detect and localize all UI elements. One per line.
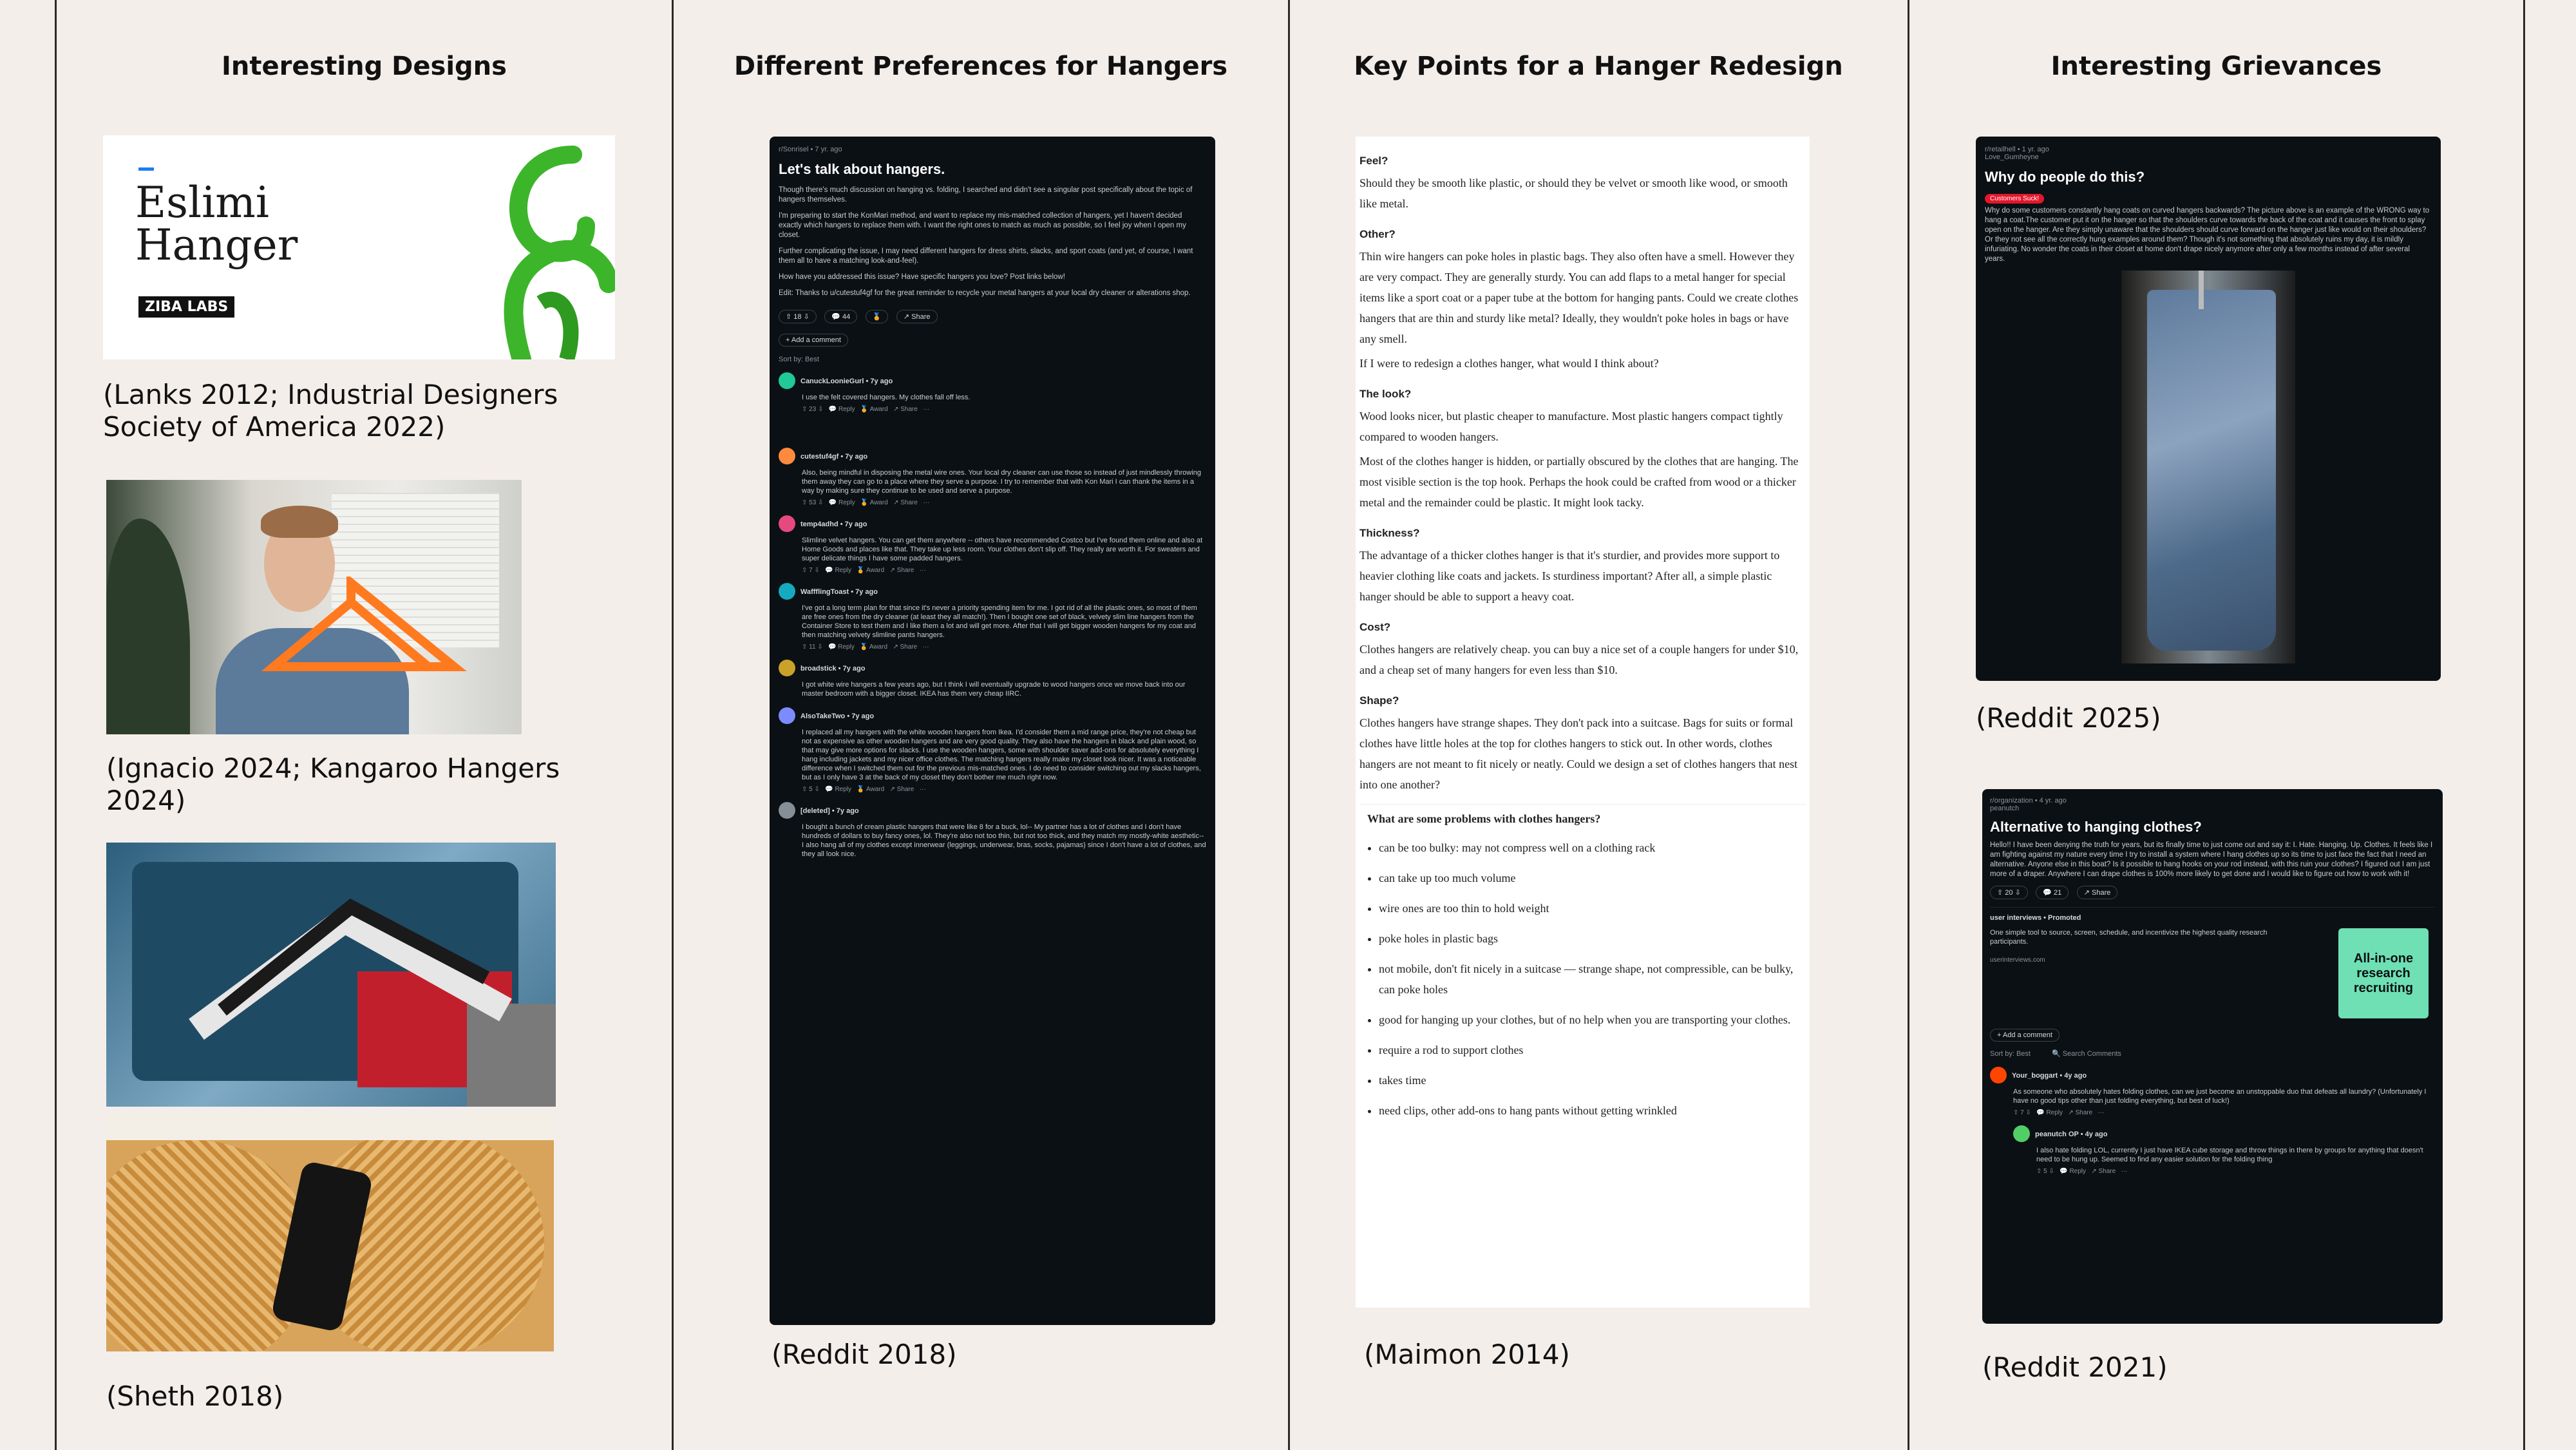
section-paragraph: Most of the clothes hanger is hidden, or partially obscured by the clothes that are hanging. The most visible section is the top hook. Perhaps the hook could be crafted from wood or a thicker metal and the remainder could be plastic. It might look tacky.: [1359, 455, 1799, 509]
section-paragraph: Thin wire hangers can poke holes in plastic bags. They also often have a smell. However they are very compact. They are generally sturdy. You can add flaps to a metal hanger for special items like a sport coat or a paper tube at the bottom for hanging pants. Could we create clothes hangers that are thin and sturdy like metal? Ideally, they wouldn't poke holes in bags or have any smell.: [1359, 250, 1799, 345]
comment-text: I got white wire hangers a few years ago, but I think I will eventually upgrade to wood hangers once we move back into our master bedroom with a bigger closet. IKEA has them very cheap IIRC.: [802, 681, 1186, 698]
post-paragraph: I'm preparing to start the KonMari method, and want to replace my mis-matched collection of hangers, yet I haven't decided exactly which hangers to replace them with. I want the right ones to match as much as possible, so I feel joy when I open my closet.: [779, 212, 1186, 239]
comment-actions[interactable]: ⇧ 11 ⇩ 💬 Reply 🏅 Award ↗ Share ···: [802, 644, 929, 651]
orange-hanger-icon: [261, 577, 467, 686]
comment-user[interactable]: CanuckLoonieGurl • 7y ago: [800, 377, 893, 386]
column-title-preferences: Different Preferences for Hangers: [734, 52, 1228, 81]
comment-text: Slimline velvet hangers. You can get them anywhere -- others have recommended Costco but I've found them online and also at Home Goods and places like that. They take up less room. Your clothes don't slip off. They really are worth it. For sweaters and super delicate things I have some padded hangers.: [802, 537, 1203, 562]
caption-reddit-2018: (Reddit 2018): [772, 1339, 957, 1370]
column-title-grievances: Interesting Grievances: [2050, 52, 2382, 81]
promoted-ad[interactable]: [1990, 907, 2435, 1024]
comment-actions[interactable]: ⇧ 53 ⇩ 💬 Reply 🏅 Award ↗ Share ···: [802, 499, 930, 506]
reddit-post-retailhell: [1976, 137, 2441, 681]
flair-badge: Customers Suck!: [1985, 194, 2044, 204]
comment-text: I replaced all my hangers with the white wooden hangers from Ikea. I'd consider them a mid range price, they're not cheap but not as expensive as other wooden hangers and are very good quality. They also have the hangers in black and plain wood, so that may give more options for slacks. I use the wooden hangers, some with shoulder saver add-ons for absolutely everything I hang including jackets and my nicer office clothes. The matching hangers really make my closet look nicer. It was a noticeable difference when I switched them out for the previous mis-matched ones. I do need to consider switching out my slacks hangers, but as I only have 3 at the back of my closet they don't bother me much right now.: [802, 729, 1201, 781]
problems-list: [1367, 837, 1806, 1121]
column-divider: [1288, 0, 1290, 1450]
eslimi-hanger-image: [103, 135, 615, 359]
bamboo-hanger-photo: [106, 1114, 554, 1351]
section-paragraph: Wood looks nicer, but plastic cheaper to manufacture. Most plastic hangers compact tightly compared to wooden hangers.: [1359, 410, 1783, 443]
section-paragraph: Clothes hangers are relatively cheap. you can buy a nice set of a couple hangers for under $10, and a cheap set of many hangers for even less than $10.: [1359, 643, 1799, 676]
suitcase-hanger-photo: [106, 843, 556, 1107]
problem-item: • can be too bulky: may not compress well on a clothing rack: [1379, 837, 1806, 858]
comment: [779, 448, 1206, 506]
comment-text: I've got a long term plan for that since it's never a priority spending item for me. I got rid of all the plastic ones, so most of them are free ones from the dry cleaner (at least they all match!). Then I bought one set of black, velvety slim line hangers from the Container Store to test them and I like them a lot and will get more. After that I will get bigger wooden hangers for my coat and then matching velvety slimline pants hangers.: [802, 604, 1197, 639]
post-title[interactable]: Alternative to hanging clothes?: [1990, 819, 2202, 835]
problem-item: • not mobile, don't fit nicely in a suitcase — strange shape, not compressible, can be bulky, can poke holes: [1379, 959, 1806, 1000]
post-meta: r/organization • 4 yr. ago: [1990, 797, 2067, 805]
post-paragraph: Edit: Thanks to u/cutestuf4gf for the great reminder to recycle your metal hangers at your local dry cleaner or alterations shop.: [779, 289, 1191, 297]
column-title-key-points: Key Points for a Hanger Redesign: [1354, 52, 1843, 81]
ad-link[interactable]: userinterviews.com: [1990, 957, 2045, 964]
comment-text: I also hate folding LOL, currently I just have IKEA cube storage and throw things in there by groups for anything that doesn't need to be hung up. Seemed to find any easier solution for the folding thing: [2036, 1147, 2423, 1163]
comment-actions[interactable]: ⇧ 7 ⇩ 💬 Reply 🏅 Award ↗ Share ···: [802, 567, 926, 574]
comment-actions[interactable]: ⇧ 7 ⇩ 💬 Reply ↗ Share ···: [2013, 1109, 2105, 1116]
avatar: [779, 583, 795, 600]
comments-button[interactable]: 💬 44: [824, 310, 857, 323]
comment-text: I use the felt covered hangers. My clothes fall off less.: [802, 394, 971, 401]
comment-user[interactable]: Your_boggart • 4y ago: [2012, 1072, 2087, 1080]
column-divider: [55, 0, 57, 1450]
comment-text: Also, being mindful in disposing the metal wire ones. Your local dry cleaner can use those so instead of just mindlessly throwing them away they can go to a place where they serve a purpose. I try to remember that with Kon Mari I can thank the items in a way by making sure they continue to be used and serve a purpose.: [802, 469, 1202, 495]
column-divider: [1908, 0, 1909, 1450]
caption-lanks: (Lanks 2012; Industrial Designers Society of America 2022): [103, 379, 558, 443]
maimon-notes-document: [1356, 137, 1810, 1308]
vote-button[interactable]: ⇧ 18 ⇩: [779, 310, 817, 323]
section-paragraph: If I were to redesign a clothes hanger, what would I think about?: [1359, 357, 1659, 370]
white-hanger-icon: [184, 881, 518, 1049]
comment-user[interactable]: cutestuf4gf • 7y ago: [800, 453, 868, 461]
comment-user[interactable]: WaffflingToast • 7y ago: [800, 588, 878, 596]
comment-text: As someone who absolutely hates folding clothes, can we just become an unstoppable duo that defeats all laundry? (Unfortunately I have no good tips other than just folding everything, but best of luck!): [2013, 1088, 2427, 1105]
comment: [1990, 1067, 2435, 1116]
ad-image[interactable]: All-in-one research recruiting: [2338, 928, 2429, 1018]
avatar: [779, 660, 795, 676]
section-heading: The look?: [1359, 388, 1412, 400]
section-paragraph: The advantage of a thicker clothes hanger is that it's sturdier, and provides more support to heavier clothing like coats and jackets. Is sturdiness important? After all, a simple plastic hanger should be able to support a heavy coat.: [1359, 549, 1780, 603]
section-paragraph: Should they be smooth like plastic, or should they be velvet or smooth like wood, or smooth like metal.: [1359, 176, 1788, 210]
reddit-post-organization: [1982, 789, 2443, 1324]
ziba-labs-logo: ZIBA LABS: [138, 296, 234, 318]
caption-sheth: (Sheth 2018): [106, 1380, 284, 1412]
sort-dropdown[interactable]: Sort by: Best: [779, 356, 819, 363]
post-meta: r/retailhell • 1 yr. ago: [1985, 146, 2049, 153]
caption-reddit-2025: (Reddit 2025): [1976, 702, 2161, 734]
post-meta: r/Sonrisel • 7 yr. ago: [779, 146, 842, 153]
problem-item: • poke holes in plastic bags: [1379, 928, 1806, 949]
section-heading: Other?: [1359, 228, 1396, 240]
post-title[interactable]: Why do people do this?: [1985, 169, 2145, 185]
coat-on-hanger-photo: [2121, 271, 2295, 663]
kangaroo-hanger-photo: [106, 480, 522, 734]
eslimi-title-line2: Hanger: [135, 220, 298, 270]
award-button[interactable]: 🏅: [866, 310, 889, 323]
comment: [779, 707, 1206, 793]
caption-reddit-2021: (Reddit 2021): [1982, 1351, 2168, 1383]
problem-item: • good for hanging up your clothes, but of no help when you are transporting your clothes.: [1379, 1009, 1806, 1030]
ad-text: One simple tool to source, screen, schedule, and incentivize the highest quality research participants.: [1990, 929, 2268, 946]
problem-item: • wire ones are too thin to hold weight: [1379, 898, 1806, 919]
comment: [2013, 1125, 2435, 1175]
comment-user[interactable]: temp4adhd • 7y ago: [800, 520, 867, 529]
avatar: [779, 515, 795, 532]
comment-user[interactable]: broadstick • 7y ago: [800, 665, 866, 673]
comment-user[interactable]: AlsoTakeTwo • 7y ago: [800, 712, 875, 721]
comment: [779, 802, 1206, 859]
add-comment-button[interactable]: + Add a comment: [1990, 1029, 2060, 1042]
caption-maimon: (Maimon 2014): [1364, 1339, 1570, 1370]
column-divider: [672, 0, 674, 1450]
caption-ignacio: (Ignacio 2024; Kangaroo Hangers 2024): [106, 752, 560, 816]
problem-item: • can take up too much volume: [1379, 868, 1806, 888]
problem-item: • takes time: [1379, 1070, 1806, 1091]
avatar: [779, 372, 795, 389]
post-paragraph: How have you addressed this issue? Have specific hangers you love? Post links below!: [779, 273, 1065, 281]
comment-actions[interactable]: ⇧ 23 ⇩ 💬 Reply 🏅 Award ↗ Share ···: [802, 406, 930, 413]
section-heading: Feel?: [1359, 155, 1388, 167]
post-paragraph: Though there's much discussion on hanging vs. folding, I searched and didn't see a singular post specifically about the topic of hangers themselves.: [779, 186, 1193, 204]
comment: [779, 660, 1206, 698]
avatar: [779, 707, 795, 724]
section-heading: Shape?: [1359, 694, 1399, 707]
share-button[interactable]: ↗ Share: [896, 310, 938, 323]
green-hanger-icon: [412, 135, 615, 359]
sort-dropdown[interactable]: Sort by: Best: [1990, 1050, 2031, 1058]
problems-title: What are some problems with clothes hangers?: [1367, 812, 1601, 825]
comment-user[interactable]: [deleted] • 7y ago: [800, 807, 859, 816]
avatar: [779, 802, 795, 819]
avatar: [779, 448, 795, 464]
search-comments-input[interactable]: 🔍 Search Comments: [2052, 1050, 2121, 1058]
comment: [779, 515, 1206, 574]
comments-button[interactable]: 💬 21: [2036, 886, 2069, 899]
vote-button[interactable]: ⇧ 20 ⇩: [1990, 886, 2028, 899]
ad-user: user interviews • Promoted: [1990, 914, 2081, 922]
eslimi-title-line1: Eslimi: [135, 178, 269, 227]
post-author[interactable]: Love_Gumheyne: [1985, 153, 2039, 161]
share-button[interactable]: ↗ Share: [2077, 886, 2118, 899]
post-paragraph: Further complicating the issue, I may need different hangers for dress shirts, slacks, and sport coats (and yet, of course, I want them all to have a matching look-and-feel).: [779, 247, 1193, 265]
post-body: Why do some customers constantly hang coats on curved hangers backwards? The picture above is an example of the WRONG way to hang a coat.The customer put it on the hanger so that the shoulders curve towards the back of the coat and it causes the front to splay open on the hanger. Are they simply unaware that the shoulders should curve forward on the hanger just like would on their shoulders? Or they not see all the correctly hung examples around them? Though it's not something that absolutely ruins my day, it is mildly infuriating. No wonder the coats in their closet at home don't drape nicely anymore after only a few months instead of after several years.: [1985, 207, 2430, 263]
reddit-thread-hangers: [770, 137, 1215, 1325]
section-heading: Cost?: [1359, 621, 1391, 633]
avatar: [1990, 1067, 2007, 1083]
add-comment-button[interactable]: + Add a comment: [779, 334, 848, 347]
problem-item: • need clips, other add-ons to hang pants without getting wrinkled: [1379, 1100, 1806, 1121]
section-heading: Thickness?: [1359, 527, 1420, 539]
notes-sections: [1359, 155, 1806, 795]
post-author[interactable]: peanutch: [1990, 805, 2020, 812]
section-paragraph: Clothes hangers have strange shapes. They don't pack into a suitcase. Bags for suits or formal clothes have little holes at the top for clothes hangers to stick out. In other words, clothes hangers are not meant to fit nicely or neatly. Could we design a set of clothes hangers that nest into one another?: [1359, 716, 1798, 791]
post-title[interactable]: Let's talk about hangers.: [779, 161, 945, 177]
post-body: Hello!! I have been denying the truth for years, but its finally time to just come out and say it: I. Hate. Hanging. Up. Clothes. It feels like I am fighting against my nature every time I try to install a system where I hang clothes up so its time to just face the fact that I need an alternative. Anyone else in this boat? Is it possible to hang hooks on your rod instead, with this ruin your clothes? I figured out I am just more of a draper. Anywhere I can drape clothes is 100% more likely to get done and I would like to figure out how to work with it!: [1990, 841, 2433, 878]
column-title-designs: Interesting Designs: [222, 52, 507, 81]
comment-user[interactable]: peanutch OP • 4y ago: [2035, 1130, 2108, 1139]
comment-text: I bought a bunch of cream plastic hangers that were like 8 for a buck, lol-- My partner has a lot of clothes and I don't have hundreds of dollars to buy fancy ones, lol. They're also not too thin, but not too thick, and they match my mostly-white aesthetic-- I also hang all of my clothes except innerwear (leggings, underwear, bras, socks, pajamas) since I don't have a lot of clothes, and they all look nice.: [802, 823, 1206, 858]
comment: [779, 372, 1206, 413]
comment-actions[interactable]: ⇧ 5 ⇩ 💬 Reply ↗ Share ···: [2036, 1168, 2128, 1175]
comment: [779, 583, 1206, 651]
avatar: [2013, 1125, 2030, 1142]
column-divider: [2523, 0, 2525, 1450]
comment-actions[interactable]: ⇧ 5 ⇩ 💬 Reply 🏅 Award ↗ Share ···: [802, 786, 926, 793]
problem-item: • require a rod to support clothes: [1379, 1040, 1806, 1060]
